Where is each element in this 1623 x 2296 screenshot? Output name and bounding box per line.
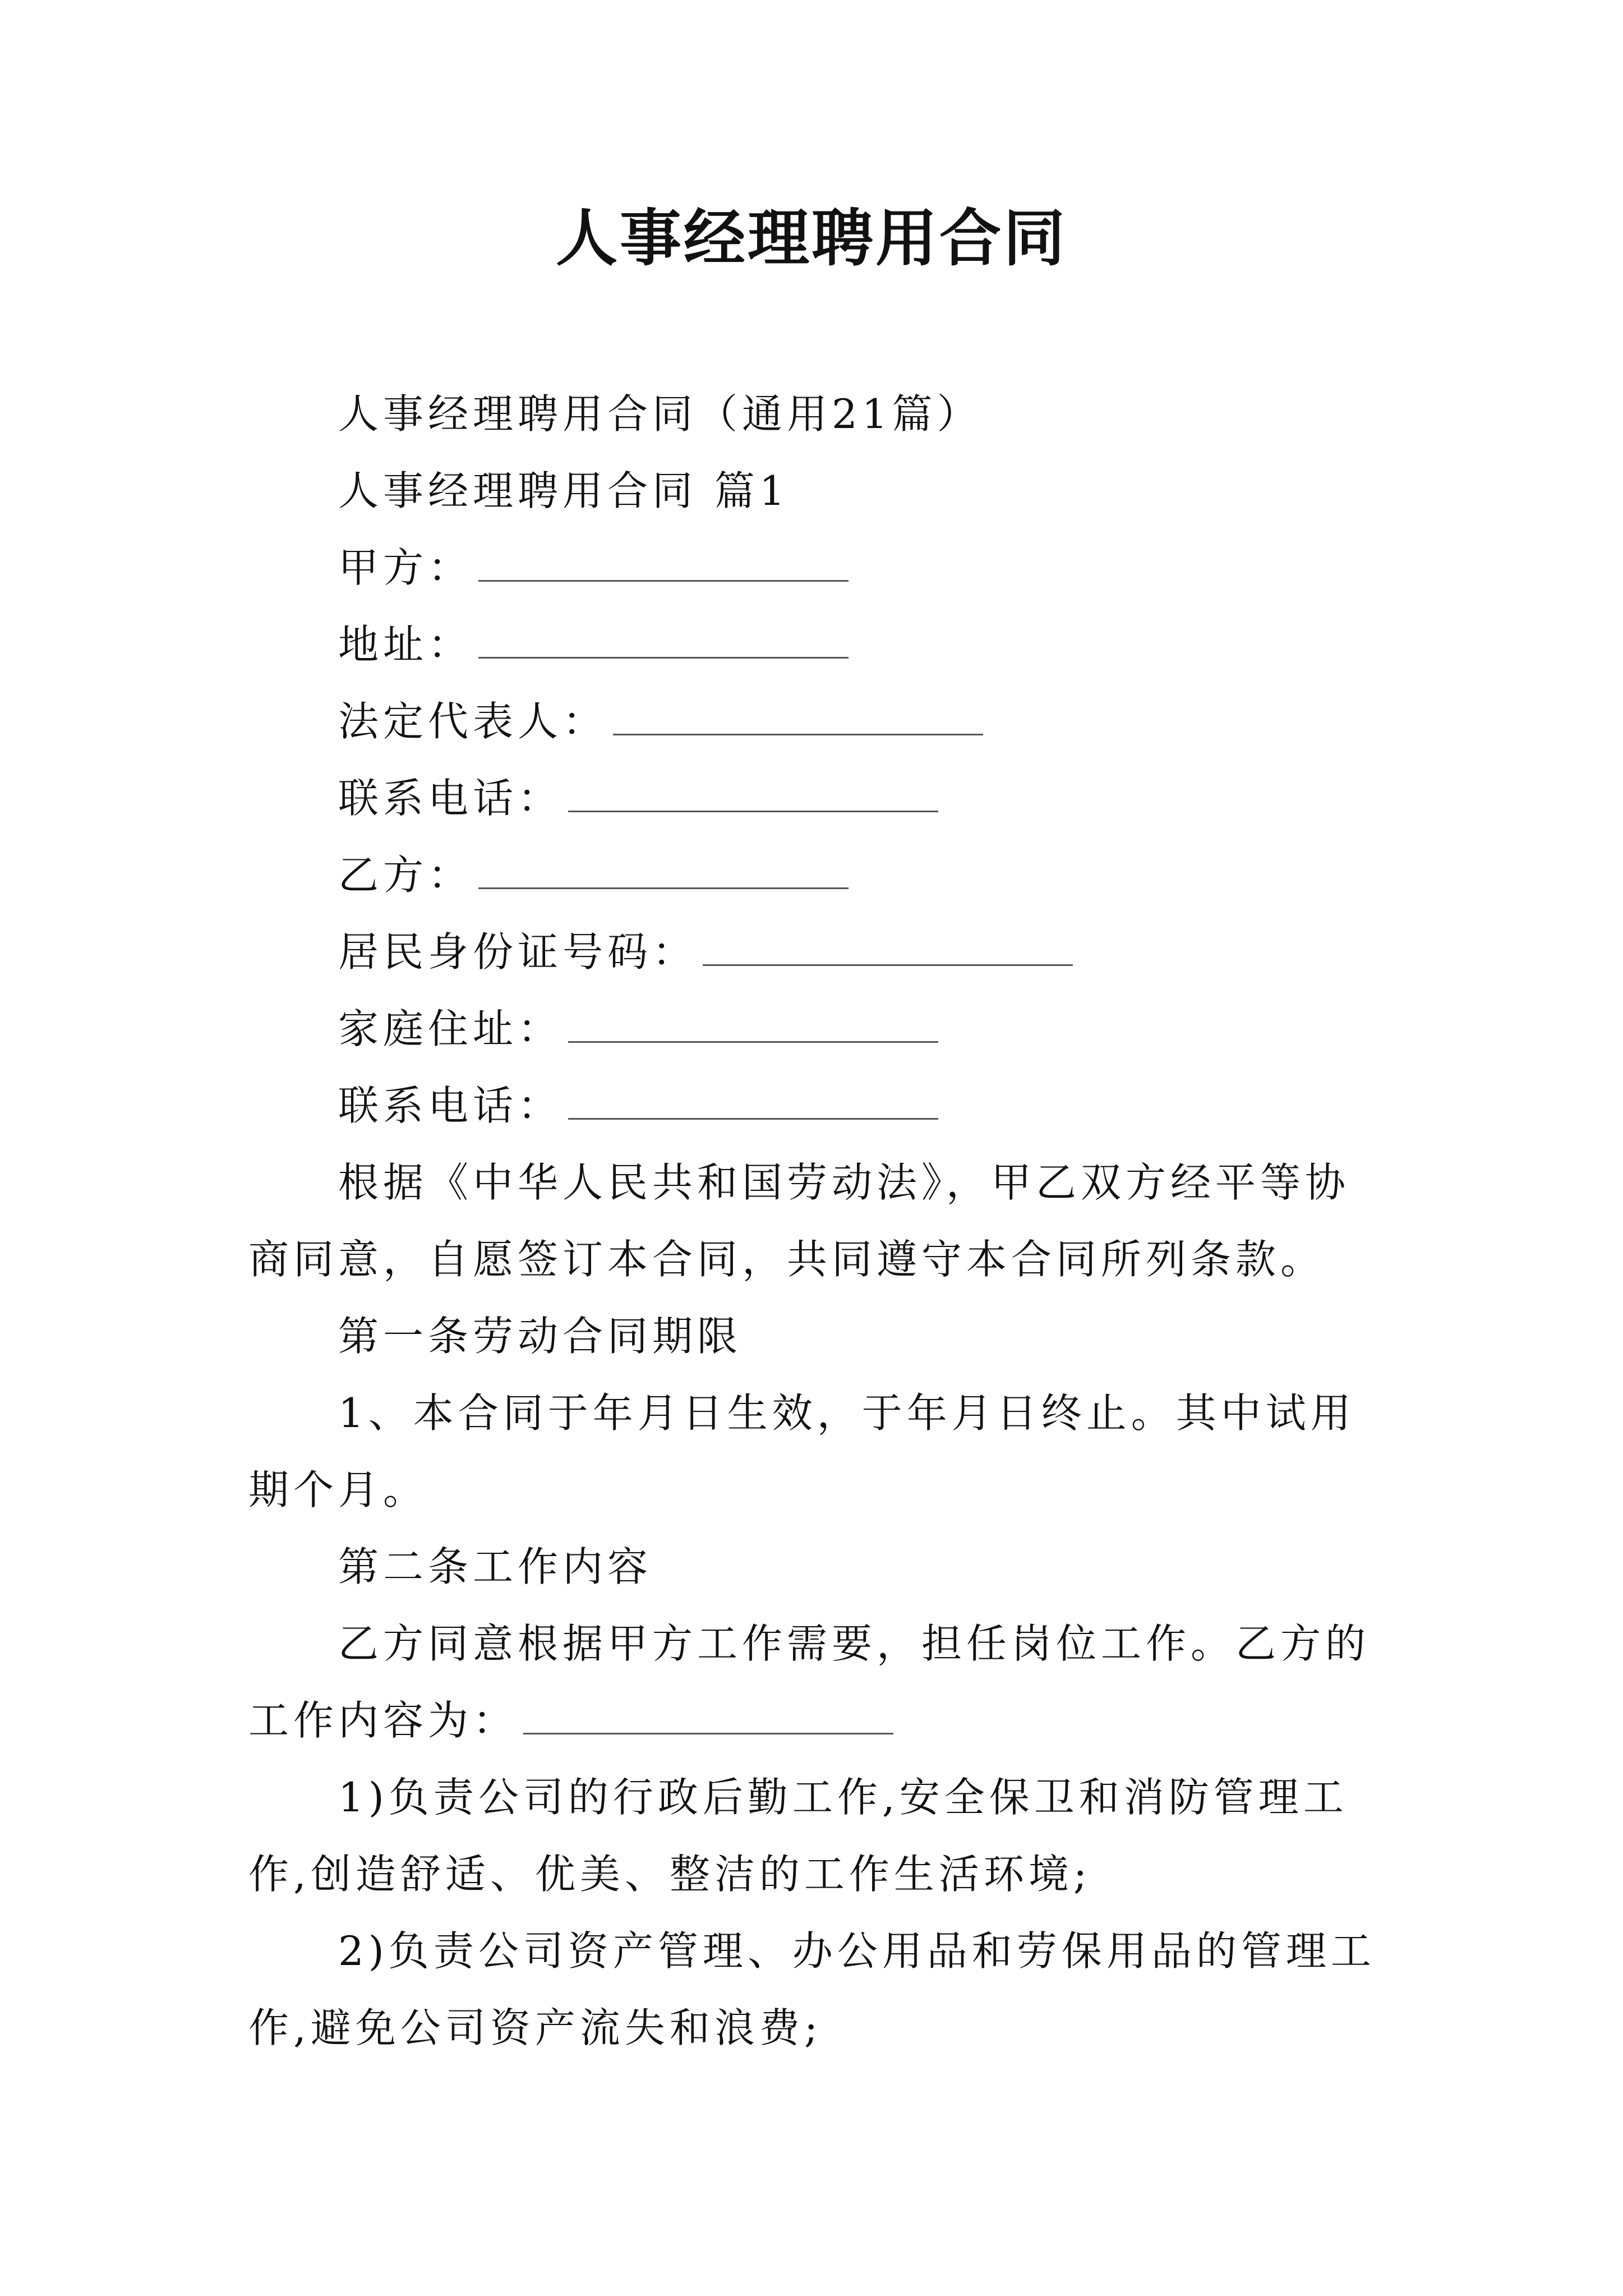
field-label: 乙方： (338, 852, 473, 899)
blank-line (703, 942, 1073, 966)
field-label: 居民身份证号码： (338, 928, 698, 976)
field-label: 家庭住址： (338, 1005, 563, 1052)
section-heading: 人事经理聘用合同 篇1 (338, 467, 790, 514)
field-party-a (248, 530, 1393, 606)
document-subtitle: 人事经理聘用合同（通用21篇） (338, 390, 982, 438)
article2-text (248, 1605, 1393, 1759)
field-legal-rep (248, 683, 1393, 760)
article2-text-prefix: 乙方同意根据甲方工作需要，担任岗位工作。乙方的工作内容为： (248, 1620, 1371, 1744)
field-phone-b (248, 1068, 1393, 1144)
intro-paragraph: 根据《中华人民共和国劳动法》，甲乙双方经平等协商同意，自愿签订本合同，共同遵守本合同所列条款。 (248, 1159, 1350, 1283)
article1-heading: 第一条劳动合同期限 (338, 1313, 743, 1360)
field-label: 联系电话： (338, 1082, 563, 1129)
blank-line (568, 788, 938, 812)
field-home-address (248, 991, 1393, 1068)
field-label: 甲方： (338, 544, 473, 591)
blank-line (478, 558, 849, 582)
blank-line (523, 1710, 893, 1734)
field-party-b (248, 837, 1393, 914)
duty-item-1: 1)负责公司的行政后勤工作,安全保卫和消防管理工作,创造舒适、优美、整洁的工作生活环境; (248, 1774, 1348, 1898)
blank-line (478, 634, 849, 659)
field-label: 联系电话： (338, 775, 563, 822)
document-title: 人事经理聘用合同 (556, 203, 1067, 274)
field-id-number (248, 914, 1393, 991)
blank-line (568, 1019, 938, 1043)
field-label: 地址： (338, 621, 473, 668)
blank-line (478, 865, 849, 889)
field-address (248, 606, 1393, 683)
article1-item1: 1、本合同于年月日生效，于年月日终止。其中试用期个月。 (248, 1389, 1355, 1513)
field-phone-a (248, 760, 1393, 837)
duty-item-2: 2)负责公司资产管理、办公用品和劳保用品的管理工作,避免公司资产流失和浪费; (248, 1927, 1376, 2051)
article2-heading: 第二条工作内容 (338, 1543, 653, 1590)
field-label: 法定代表人： (338, 698, 608, 745)
document-body (248, 376, 1393, 2067)
blank-line (568, 1096, 938, 1120)
blank-line (613, 711, 983, 735)
